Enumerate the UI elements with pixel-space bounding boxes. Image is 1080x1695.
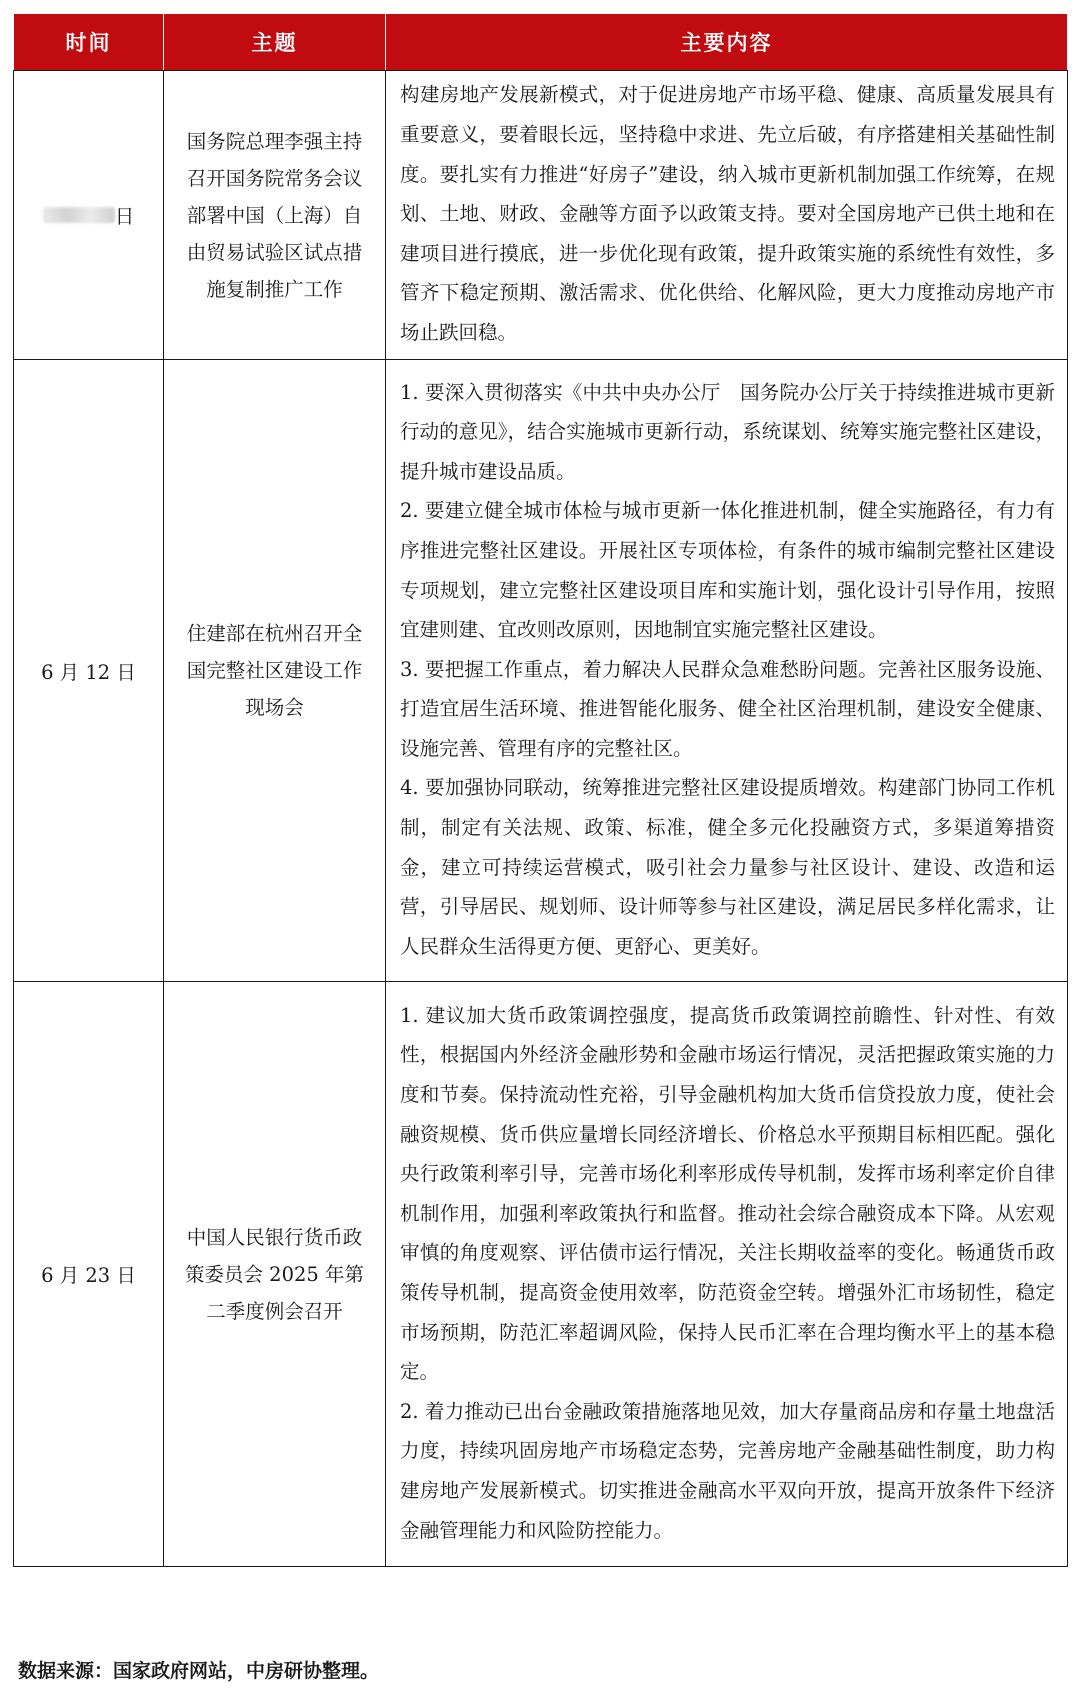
table-row xyxy=(14,71,1068,360)
policy-table xyxy=(13,13,1068,1567)
date-cell: 6 月 23 日 xyxy=(14,982,164,1567)
topic-cell: 国务院总理李强主持召开国务院常务会议 部署中国（上海）自由贸易试验区试点措施复制推广工作 xyxy=(164,71,386,360)
content-paragraph: 2. 着力推动已出台金融政策措施落地见效，加大存量商品房和存量土地盘活力度，持续巩固房地产市场稳定态势，完善房地产金融基础性制度，助力构建房地产发展新模式。切实推进金融高水平双向开放，提高开放条件下经济金融管理能力和风险防控能力。 xyxy=(400,1399,1055,1542)
table-header-row xyxy=(14,14,1068,71)
header-content: 主要内容 xyxy=(386,14,1068,71)
content-paragraph: 2. 要建立健全城市体检与城市更新一体化推进机制，健全实施路径，有力有序推进完整社区建设。开展社区专项体检，有条件的城市编制完整社区建设专项规划，建立完整社区建设项目库和实施计划，强化设计引导作用，按照宜建则建、宜改则改原则，因地制宜实施完整社区建设。 xyxy=(400,499,1055,642)
table-row xyxy=(14,360,1068,982)
table-row xyxy=(14,982,1068,1567)
content-cell xyxy=(386,360,1068,982)
header-topic: 主题 xyxy=(164,14,386,71)
content-paragraph: 4. 要加强协同联动，统筹推进完整社区建设提质增效。构建部门协同工作机制，制定有关法规、政策、标准，健全多元化投融资方式，多渠道筹措资金，建立可持续运营模式，吸引社会力量参与社区设计、建设、改造和运营，引导居民、规划师、设计师等参与社区建设，满足居民多样化需求，让人民群众生活得更方便、更舒心、更美好。 xyxy=(400,776,1055,958)
content-cell xyxy=(386,71,1068,360)
topic-cell: 住建部在杭州召开全国完整社区建设工作现场会 xyxy=(164,360,386,982)
redacted-date xyxy=(43,207,115,223)
content-paragraph: 1. 建议加大货币政策调控强度，提高货币政策调控前瞻性、针对性、有效性，根据国内外经济金融形势和金融市场运行情况，灵活把握政策实施的力度和节奏。保持流动性充裕，引导金融机构加大货币信贷投放力度，使社会融资规模、货币供应量增长同经济增长、价格总水平预期目标相匹配。强化央行政策利率引导，完善市场化利率形成传导机制，发挥市场利率定价自律机制作用，加强利率政策执行和监督。推动社会综合融资成本下降。从宏观审慎的角度观察、评估债市运行情况，关注长期收益率的变化。畅通货币政策传导机制，提高资金使用效率，防范资金空转。增强外汇市场韧性，稳定市场预期，防范汇率超调风险，保持人民币汇率在合理均衡水平上的基本稳定。 xyxy=(400,1003,1055,1384)
topic-cell: 中国人民银行货币政策委员会 2025 年第二季度例会召开 xyxy=(164,982,386,1567)
date-suffix: 日 xyxy=(114,205,135,228)
content-paragraph: 构建房地产发展新模式，对于促进房地产市场平稳、健康、高质量发展具有重要意义，要着眼长远，坚持稳中求进、先立后破，有序搭建相关基础性制度。要扎实有力推进“好房子”建设，纳入城市更新机制加强工作统筹，在规划、土地、财政、金融等方面予以政策支持。要对全国房地产已供土地和在建项目进行摸底，进一步优化现有政策，提升政策实施的系统性有效性，多管齐下稳定预期、激活需求、优化供给、化解风险，更大力度推动房地产市场止跌回稳。 xyxy=(400,83,1055,344)
date-cell xyxy=(14,71,164,360)
content-cell xyxy=(386,982,1068,1567)
date-cell: 6 月 12 日 xyxy=(14,360,164,982)
content-paragraph: 1. 要深入贯彻落实《中共中央办公厅 国务院办公厅关于持续推进城市更新行动的意见》，结合实施城市更新行动，系统谋划、统筹实施完整社区建设，提升城市建设品质。 xyxy=(400,380,1055,483)
data-source-note: 数据来源：国家政府网站，中房研协整理。 xyxy=(18,1660,380,1682)
header-time: 时间 xyxy=(14,14,164,71)
content-paragraph: 3. 要把握工作重点，着力解决人民群众急难愁盼问题。完善社区服务设施、打造宜居生活环境、推进智能化服务、健全社区治理机制，建设安全健康、设施完善、管理有序的完整社区。 xyxy=(400,657,1055,760)
